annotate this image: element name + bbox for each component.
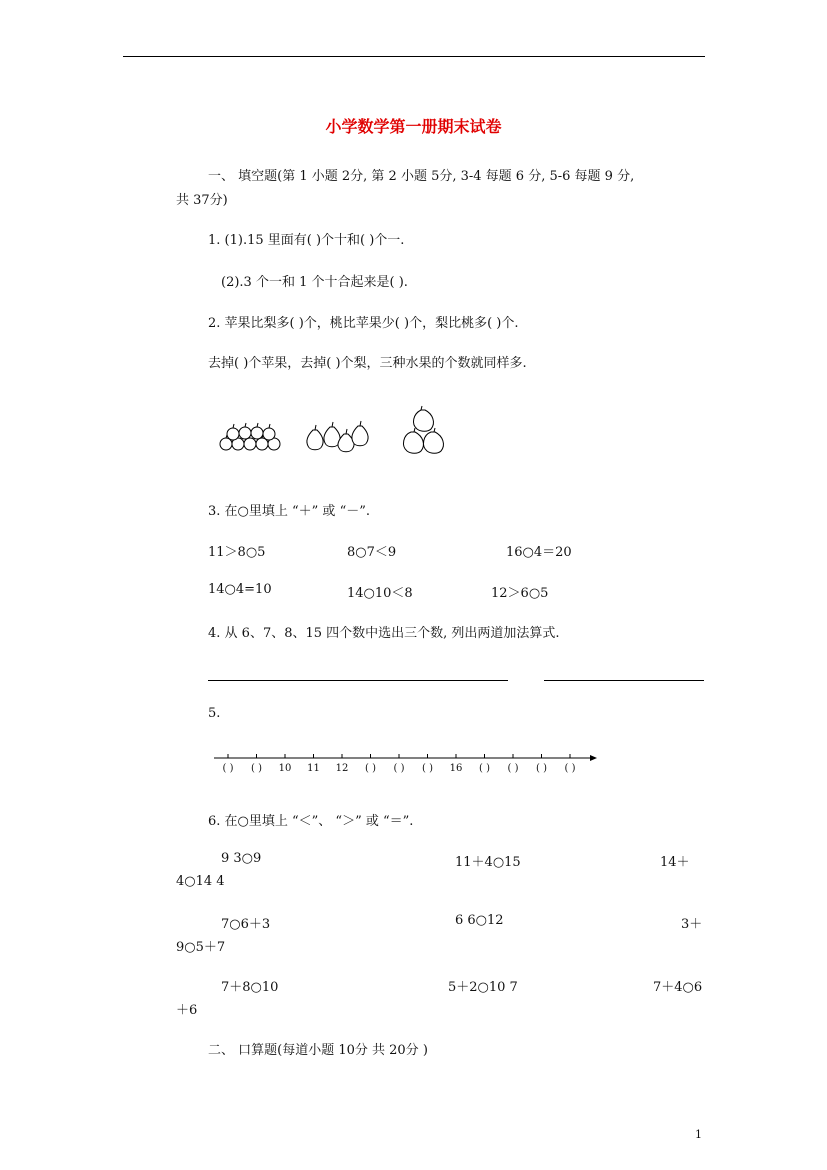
q6-item: 3＋ (681, 917, 703, 932)
q2-line2: 去掉( )个苹果，去掉( )个梨，三种水果的个数就同样多. (208, 356, 527, 371)
q1-part2: (2).3 个一和 1 个十合起来是( ). (221, 275, 408, 290)
q6-item: 6 6○12 (455, 913, 504, 928)
number-line-label: ( ) (422, 763, 433, 774)
q6-item: 7○6＋3 (221, 917, 271, 932)
q3-prompt: 3. 在○里填上 “＋” 或 “－”. (208, 504, 370, 519)
fruit-illustration (215, 404, 455, 458)
page-title: 小学数学第一册期末试卷 (325, 117, 502, 136)
number-line-label: ( ) (365, 763, 376, 774)
number-line-arrow (590, 755, 597, 761)
section1-heading-cont: 共 37分) (176, 193, 228, 208)
q6-item: 11＋4○15 (455, 855, 521, 870)
number-line-label: ( ) (479, 763, 490, 774)
q1-part1: 1. (1).15 里面有( )个十和( )个一. (208, 233, 405, 248)
number-line-label: ( ) (564, 763, 576, 774)
q4-prompt: 4. 从 6、7、8、15 四个数中选出三个数, 列出两道加法算式. (208, 626, 560, 641)
number-line-label: 12 (335, 763, 349, 774)
q6-item-cont: 9○5＋7 (176, 940, 226, 955)
q4-answer-line-1 (208, 680, 508, 681)
peaches-group (404, 406, 444, 453)
q3-item: 16○4＝20 (506, 545, 572, 560)
number-line-label: 11 (307, 763, 320, 774)
q6-item: 9 3○9 (221, 851, 262, 866)
q3-item: 12＞6○5 (491, 586, 549, 601)
number-line-label: ( ) (251, 763, 262, 774)
page-number: 1 (695, 1128, 702, 1141)
number-line-label: 10 (278, 763, 292, 774)
apples-group (220, 423, 280, 450)
section1-heading: 一、 填空题(第 1 小题 2分, 第 2 小题 5分, 3-4 每题 6 分, 5-6 每题 9 分, (208, 169, 635, 184)
q6-item: 7＋8○10 (221, 980, 279, 995)
q3-item: 14○10＜8 (347, 586, 413, 601)
header-rule (123, 56, 705, 57)
q3-item: 8○7＜9 (347, 545, 397, 560)
number-line-label: 16 (449, 763, 463, 774)
q6-item-cont: ＋6 (176, 1003, 198, 1018)
q3-item: 14○4=10 (208, 582, 272, 597)
q4-answer-line-2 (544, 680, 704, 681)
section2-heading: 二、 口算题(每道小题 10分 共 20分 ) (208, 1043, 428, 1058)
q6-item: 7＋4○6 (653, 980, 703, 995)
q6-item: 5＋2○10 7 (448, 980, 518, 995)
q5-label: 5. (208, 706, 221, 721)
q6-prompt: 6. 在○里填上 “＜”、 “＞” 或 “＝”. (208, 814, 414, 829)
q2-line1: 2. 苹果比梨多( )个，桃比苹果少( )个，梨比桃多( )个. (208, 316, 519, 331)
number-line-labels (223, 763, 576, 774)
number-line-label: ( ) (393, 763, 405, 774)
number-line-ticks (228, 754, 570, 758)
number-line (210, 748, 602, 778)
number-line-label: ( ) (536, 763, 547, 774)
number-line-label: ( ) (507, 763, 519, 774)
q6-item-cont: 4○14 4 (176, 874, 225, 889)
number-line-label: ( ) (222, 763, 234, 774)
q6-item: 14＋ (660, 855, 690, 870)
pears-group (307, 421, 368, 452)
q3-item: 11＞8○5 (208, 545, 266, 560)
